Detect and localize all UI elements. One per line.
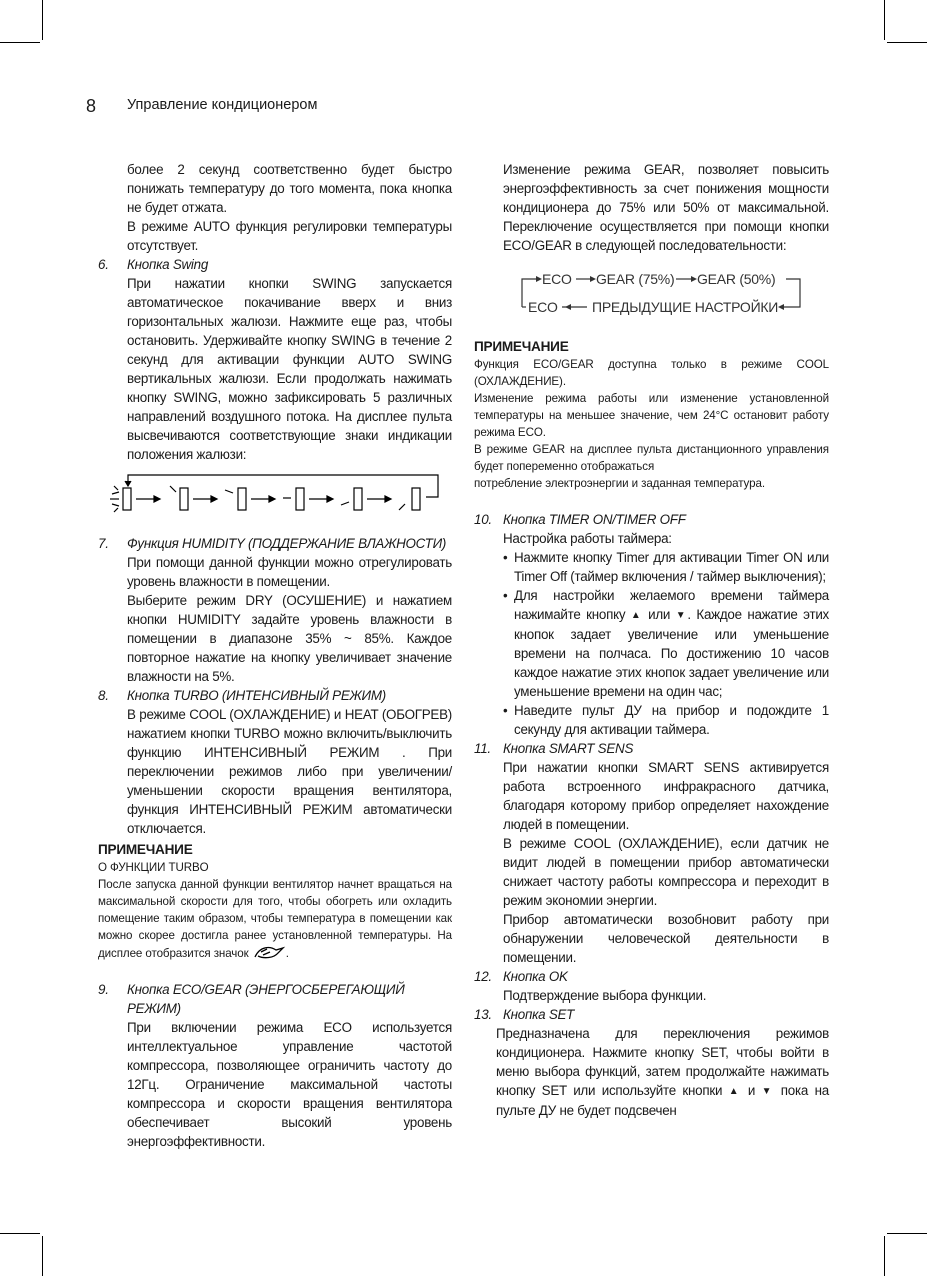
bullet-text: Нажмите кнопку Timer для активации Timer ON или Timer Off (таймер включения / таймер выключения); — [514, 550, 829, 584]
paragraph — [474, 1024, 829, 1120]
paragraph: Выберите режим DRY (ОСУШЕНИЕ) и нажатием кнопки HUMIDITY задайте уровень влажности в помещении в диапазоне 35% ~ 85%. Каждое повторное нажатие на кнопку увеличивает значение влажности на 5%. — [127, 593, 452, 684]
bullet-text: Наведите пульт ДУ на прибор и подождите 1 секунду для активации таймера. — [514, 703, 829, 737]
bullet-item — [474, 701, 829, 739]
paragraph: При помощи данной функции можно отрегулировать уровень влажности в помещении. — [127, 555, 452, 589]
paragraph-text: и — [747, 1083, 756, 1098]
item-7-heading — [98, 534, 452, 553]
bullet-item — [474, 586, 829, 701]
crop-mark — [42, 0, 43, 40]
crop-mark — [884, 1236, 885, 1276]
item-title: Кнопка SMART SENS — [503, 741, 634, 756]
up-arrow-icon: ▲ — [630, 610, 643, 621]
bullet-text: . Каждое нажатие этих кнопок задает увеличение или уменьшение времени на полчаса. По достижению 10 часов каждое нажатие этих кнопок задает увеличение или уменьшение времени на один час; — [514, 607, 829, 699]
page-number: 8 — [86, 96, 97, 116]
down-arrow-icon: ▼ — [675, 610, 688, 621]
spacer — [98, 962, 452, 980]
diagram-eco-return: ECO — [528, 299, 558, 315]
item-number: 12. — [474, 969, 492, 984]
crop-mark — [887, 42, 927, 43]
item-title: Кнопка TURBO (ИНТЕНСИВНЫЙ РЕЖИМ) — [127, 688, 386, 703]
item-title: Кнопка ECO/GEAR (ЭНЕРГОСБЕРЕГАЮЩИЙ РЕЖИМ) — [127, 982, 405, 1016]
left-column — [98, 160, 452, 1151]
item-title: Кнопка TIMER ON/TIMER OFF — [503, 512, 686, 527]
item-number: 7. — [98, 536, 109, 551]
item-number: 10. — [474, 512, 492, 527]
bullet-item — [474, 548, 829, 586]
item-6-heading — [98, 255, 452, 274]
paragraph: При нажатии кнопки SMART SENS активируется работа встроенного инфракрасного датчика, благодаря которому прибор определяет нахождение людей в помещении. — [503, 760, 829, 832]
paragraph: При включении режима ECO используется интеллектуальное управление частотой компрессора, позволяющее ограничить частоту до 12Гц. Ограничение максимальной частоты компрессора и скорости вращения вентилятора обеспечивает высокий уровень энергоэффективности. — [127, 1020, 452, 1149]
turbo-icon — [252, 944, 286, 960]
note-heading: ПРИМЕЧАНИЕ — [474, 339, 569, 354]
paragraph: Настройка работы таймера: — [503, 531, 672, 546]
paragraph: При нажатии кнопки SWING запускается автоматическое покачивание вверх и вниз горизонтальных жалюзи. Нажмите еще раз, чтобы остановить. Удерживайте кнопку SWING в течение 2 секунд для активации функции AUTO SWING вертикальных жалюзи. Если продолжать нажимать кнопку SWING, можно зафиксировать 5 различных направлений воздушного потока. На дисплее пульта высвечиваются соответствующие знаки индикации положения жалюзи: — [127, 276, 452, 462]
item-number: 9. — [98, 982, 109, 997]
crop-mark — [42, 1236, 43, 1276]
crop-mark — [884, 0, 885, 40]
note-line: В режиме GEAR на дисплее пульта дистанционного управления будет попеременно отображаться — [474, 443, 829, 473]
diagram-gear50: GEAR (50%) — [697, 271, 776, 287]
item-number: 8. — [98, 688, 109, 703]
item-10-heading — [474, 510, 829, 529]
paragraph: Прибор автоматически возобновит работу при обнаружении человеческой деятельности в помещении. — [503, 912, 829, 965]
paragraph-text: пока на пульте ДУ не будет подсвечен — [496, 1083, 829, 1118]
item-title: Кнопка SET — [503, 1007, 575, 1022]
page-header-title: Управление кондиционером — [127, 97, 318, 113]
diagram-previous-settings: ПРЕДЫДУЩИЕ НАСТРОЙКИ — [592, 299, 779, 315]
bullet-dot: • — [503, 703, 508, 718]
paragraph: Подтверждение выбора функции. — [503, 988, 707, 1003]
item-number: 6. — [98, 257, 109, 272]
note-body: После запуска данной функции вентилятор начнет вращаться на максимальной скорости для того, чтобы обогреть или охладить помещение таким образом, чтобы температура в помещении как можно скорее достигла ранее установленной температуры. На дисплее отобразится значок — [98, 878, 452, 960]
paragraph: В режиме COOL (ОХЛАЖДЕНИЕ) и HEAT (ОБОГРЕВ) нажатием кнопки TURBO можно включить/выключить функцию ИНТЕНСИВНЫЙ РЕЖИМ . При переключении режимов либо при увеличении/уменьшении скорости вращения вентилятора, функция ИНТЕНСИВНЫЙ РЕЖИМ автоматически отключается. — [127, 707, 452, 836]
note-subheading: О ФУНКЦИИ TURBO — [98, 861, 209, 874]
paragraph: В режиме AUTO функция регулировки температуры отсутствует. — [127, 219, 452, 253]
bullet-text: или — [648, 607, 671, 622]
bullet-dot: • — [503, 550, 508, 565]
crop-mark — [0, 42, 40, 43]
note-line: потребление электроэнергии и заданная температура. — [474, 477, 765, 490]
note-heading: ПРИМЕЧАНИЕ — [98, 842, 193, 857]
note-line: Изменение режима работы или изменение установленной температуры на меньшее значение, чем 24°C остановит работу режима ECO. — [474, 392, 829, 439]
paragraph-text: Предназначена для переключения режимов кондиционера. Нажмите кнопку SET, чтобы войти в меню выбора функций, затем продолжайте нажимать кнопку SET или используйте кнопки — [496, 1026, 829, 1098]
item-12-heading — [474, 967, 829, 986]
crop-mark — [0, 1233, 40, 1234]
item-9-heading — [98, 980, 452, 1018]
bullet-text: Для настройки желаемого времени таймера нажимайте кнопку — [514, 588, 829, 622]
note-line: Функция ECO/GEAR доступна только в режиме COOL (ОХЛАЖДЕНИЕ). — [474, 358, 829, 388]
item-8-heading — [98, 686, 452, 705]
diagram-gear75: GEAR (75%) — [596, 271, 675, 287]
item-title: Кнопка Swing — [127, 257, 209, 272]
note-tail: . — [285, 947, 289, 960]
note-text — [98, 876, 452, 962]
crop-mark — [887, 1233, 927, 1234]
spacer — [474, 492, 829, 510]
item-title: Функция HUMIDITY (ПОДДЕРЖАНИЕ ВЛАЖНОСТИ) — [127, 536, 447, 551]
diagram-eco: ECO — [542, 271, 572, 287]
eco-gear-sequence-diagram — [502, 267, 802, 317]
swing-louver-positions-diagram — [98, 472, 452, 520]
item-number: 13. — [474, 1007, 492, 1022]
paragraph: В режиме COOL (ОХЛАЖДЕНИЕ), если датчик не видит людей в помещении прибор автоматически снижает частоту работы компрессора и переходит в режим экономии энергии. — [503, 836, 829, 908]
item-title: Кнопка OK — [503, 969, 568, 984]
item-11-heading — [474, 739, 829, 758]
right-column — [474, 160, 829, 1120]
up-arrow-icon: ▲ — [728, 1086, 742, 1097]
down-arrow-icon: ▼ — [761, 1086, 775, 1097]
paragraph: более 2 секунд соответственно будет быстро понижать температуру до того момента, пока кнопка не будет отжата. — [127, 162, 452, 215]
item-number: 11. — [474, 741, 491, 756]
paragraph: Изменение режима GEAR, позволяет повысить энергоэффективность за счет понижения мощности кондиционера до 75% или 50% от максимальной. Переключение осуществляется при помощи кнопки ECO/GEAR в следующей последовательности: — [503, 162, 829, 253]
item-13-heading — [474, 1005, 829, 1024]
bullet-dot: • — [503, 588, 508, 603]
